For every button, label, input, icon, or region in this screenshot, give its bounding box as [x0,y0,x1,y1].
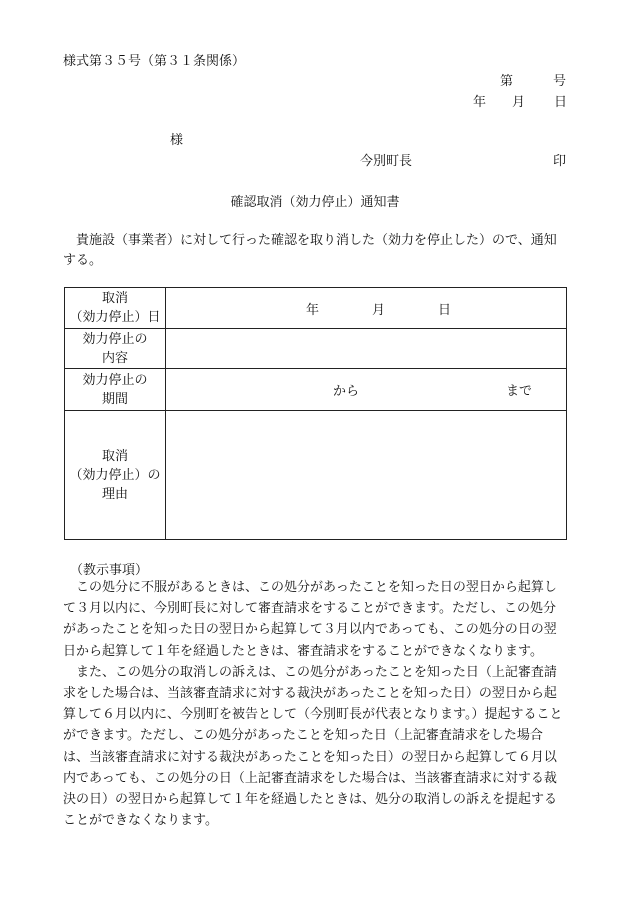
issue-date-year: 年 [473,95,487,110]
cancel-date-day: 日 [438,303,452,318]
seal-mark: 印 [553,154,567,169]
reason-value [166,411,567,540]
issue-date-month: 月 [512,95,526,110]
suspension-content-value [166,329,567,369]
form-number: 様式第３５号（第３１条関係） [63,54,246,69]
row-suspension-content [65,329,567,369]
document-title: 確認取消（効力停止）通知書 [230,195,400,210]
reason-header-line2: （効力停止）の [69,467,161,483]
notes-heading: （教示事項） [70,563,149,578]
cancel-date-year: 年 [306,303,320,318]
suspension-period-value [166,369,567,411]
suspension-period-header-line2: 期間 [101,391,128,407]
period-to: まで [506,384,533,399]
cancel-date-value [166,288,567,329]
row-suspension-period [65,369,567,411]
reason-header [65,411,166,540]
reason-header-line3: 理由 [101,486,128,502]
suspension-period-header-line1: 効力停止の [82,372,148,388]
row-reason [65,411,567,540]
reason-header-line1: 取消 [101,448,128,464]
suspension-period-header [65,369,166,411]
suspension-content-header-line2: 内容 [101,350,128,366]
addressee-honorific: 様 [170,133,184,148]
notes-section [63,577,568,831]
suspension-content-header-line1: 効力停止の [82,331,148,347]
document-number-suffix: 号 [553,74,567,89]
notes-paragraph-2: また、この処分の取消しの訴えは、この処分があったことを知った日（上記審査請求をした場合は、当該審査請求に対する裁決があったことを知った日）の翌日から起算して６月以内に、今別町を被告として（今別町長が代表となります。）提起することができます。ただし、この処分があったことを知った日（上記審査請求をした場合は、当該審査請求に対する裁決があったことを知った日）の翌日から起算して６月以内であっても、この処分の日（上記審査請求をした場合は、当該審査請求に対する裁決の日）の翌日から起算して１年を経過したときは、処分の取消しの訴えを提起することができなくなります。 [63,664,563,829]
document-number-prefix: 第 [500,74,514,89]
cancel-date-month: 月 [372,303,386,318]
row-cancel-date [65,288,567,329]
issue-date-day: 日 [554,95,568,110]
body-text: 貴施設（事業者）に対して行った確認を取り消した（効力を停止した）ので、通知する。 [63,233,557,268]
cancel-date-header [65,288,166,329]
notes-paragraph-1: この処分に不服があるときは、この処分があったことを知った日の翌日から起算して３月以内に、今別町長に対して審査請求をすることができます。ただし、この処分があったことを知った日の翌日から起算して３月以内であっても、この処分の日の翌日から起算して１年を経過したときは、審査請求をすることができなくなります。 [63,580,557,659]
period-from: から [333,384,360,399]
suspension-content-header [65,329,166,369]
notice-table [64,287,567,540]
cancel-date-header-line1: 取消 [101,291,128,306]
issuer-name: 今別町長 [360,154,413,169]
cancel-date-header-line2: （効力停止）日 [69,310,161,325]
